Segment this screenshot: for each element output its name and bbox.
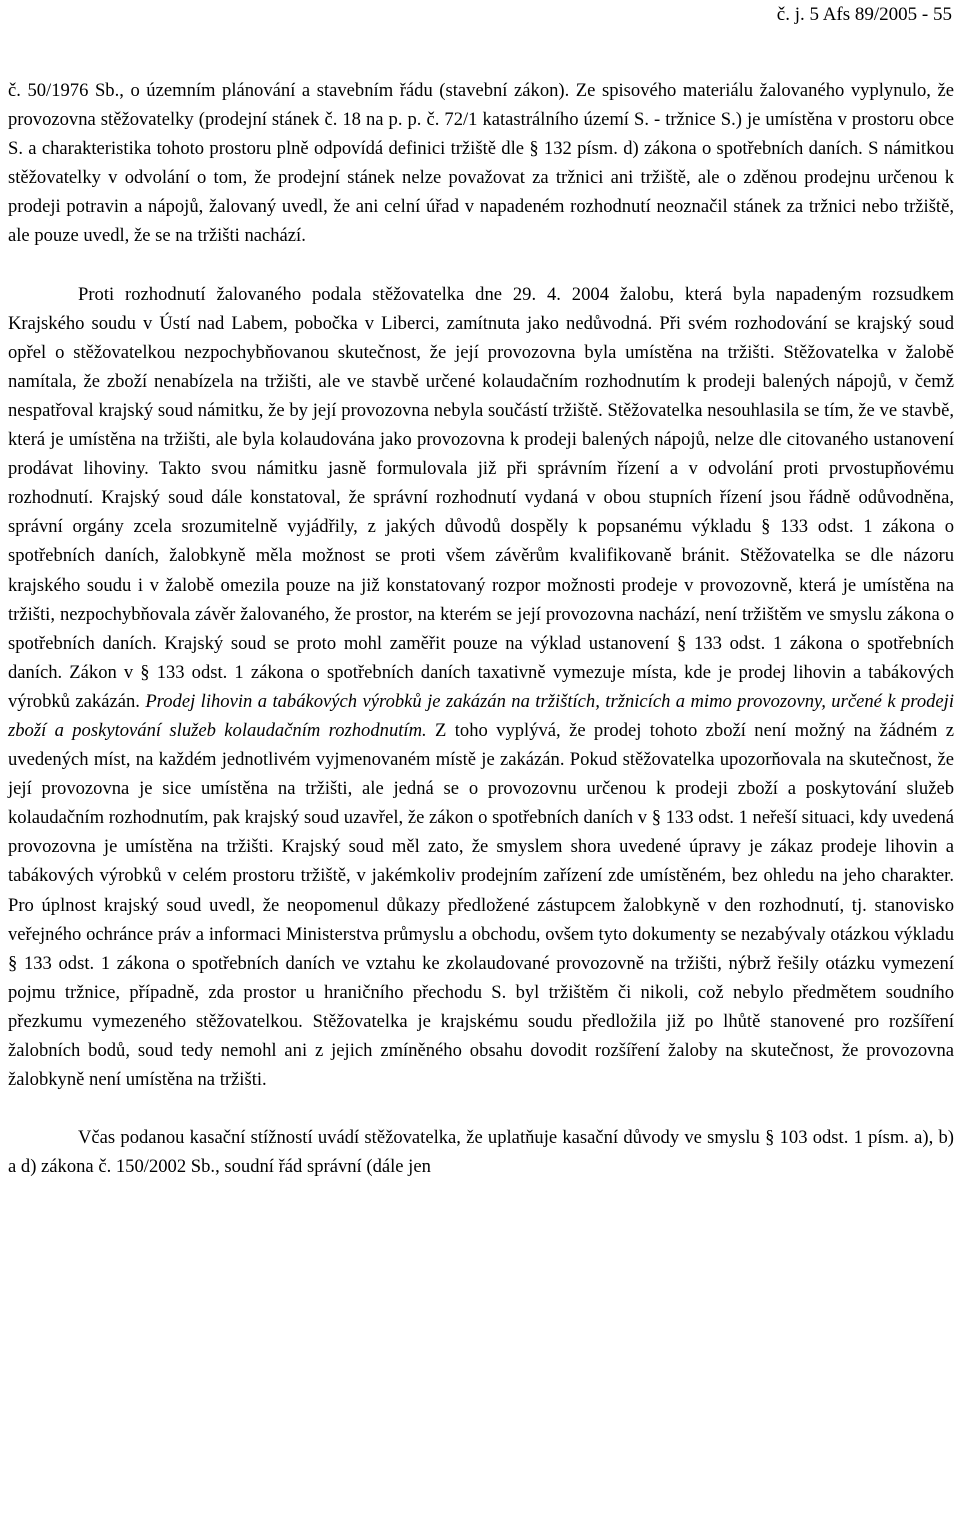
paragraph-2-text-start: Proti rozhodnutí žalovaného podala stěžovatelka dne 29. 4. 2004 žalobu, která byla napadeným rozsudkem Krajského soudu v Ústí nad Labem, pobočka v Liberci, zamítnuta jako nedůvodná. Při svém rozhodování se krajský soud opřel o stěžovatelkou nezpochybňovanou skutečnost, že její provozovna byla umístěna na tržišti. Stěžovatelka v žalobě namítala, že zboží nenabízela na tržišti, ale ve stavbě určené kolaudačním rozhodnutím k prodeji balených nápojů, v čemž nespatřoval krajský soud námitku, že by její provozovna nebyla součástí tržiště. Stěžovatelka nesouhlasila se tím, že ve stavbě, která je umístěna na tržišti, ale byla kolaudována jako provozovna k prodeji balených nápojů, nelze dle citovaného ustanovení prodávat lihoviny. Takto svou námitku jasně formulovala již při správním řízení a v odvolání proti prvostupňovému rozhodnutí. Krajský soud dále konstatoval, že správní rozhodnutí vydaná v obou stupních řízení jsou řádně odůvodněna, správní orgány zcela srozumitelně vyjádřily, z jakých důvodů dospěly k popsanému výkladu § 133 odst. 1 zákona o spotřebních daních, žalobkyně měla možnost se proti všem závěrům kvalifikovaně bránit. Stěžovatelka se dle názoru krajského soudu i v žalobě omezila pouze na již konstatovaný rozpor možnosti prodeje v provozovně, která je umístěna na tržišti, nezpochybňovala závěr žalovaného, že prostor, na kterém se její provozovna nachází, není tržištěm ve smyslu zákona o spotřebních daních. Krajský soud se proto mohl zaměřit pouze na výklad ustanovení § 133 odst. 1 zákona o spotřebních daních. Zákon v § 133 odst. 1 zákona o spotřebních daních taxativně vymezuje místa, kde je prodej lihovin a tabákových výrobků zakázán.	[8, 283, 954, 712]
paragraph-3: Včas podanou kasační stížností uvádí stěžovatelka, že uplatňuje kasační důvody ve smyslu § 103 odst. 1 písm. a), b) a d) zákona č. 150/2002 Sb., soudní řád správní (dále jen	[8, 1127, 954, 1178]
document-body	[8, 76, 954, 1181]
paragraph-2	[8, 280, 954, 1095]
case-number-header: č. j. 5 Afs 89/2005 - 55	[776, 4, 952, 25]
paragraph-2-italic-quote: Prodej lihovin a tabákových výrobků je zakázán na tržištích, tržnicích a mimo provozovny, určené k prodeji zboží a poskytování služeb kolaudačním rozhodnutím.	[8, 690, 955, 741]
paragraph-1: č. 50/1976 Sb., o územním plánování a stavebním řádu (stavební zákon). Ze spisového materiálu žalovaného vyplynulo, že provozovna stěžovatelky (prodejní stánek č. 18 na p. p. č. 72/1 katastrálního území S. - tržnice S.) je umístěna v prostoru obce S. a charakteristika tohoto prostoru plně odpovídá definici tržiště dle § 132 písm. d) zákona o spotřebních daních. S námitkou stěžovatelky v odvolání o tom, že prodejní stánek nelze považovat za tržnici ani tržiště, ale o zděnou prodejnu určenou k prodeji potravin a nápojů, žalovaný uvedl, že ani celní úřad v napadeném rozhodnutí neoznačil stánek za tržnici nebo tržiště, ale pouze uvedl, že se na tržišti nachází.	[8, 80, 954, 247]
paragraph-2-text-end: Z toho vyplývá, že prodej tohoto zboží není možný na žádném z uvedených míst, na každém jednotlivém vyjmenovaném místě je zakázán. Pokud stěžovatelka upozorňovala na skutečnost, že její provozovna je sice umístěna na tržišti, ale jedná se o provozovnu určenou k prodeji zboží a poskytování služeb kolaudačním rozhodnutím, pak krajský soud uzavřel, že zákon o spotřebních daních v § 133 odst. 1 neřeší situaci, kdy uvedená provozovna je umístěna na tržišti. Krajský soud měl zato, že smyslem shora uvedené úpravy je zákaz prodeje lihovin a tabákových výrobků v celém prostoru tržiště, v jakémkoliv prodejním zařízení zde umístěném, bez ohledu na jeho charakter. Pro úplnost krajský soud uvedl, že neopomenul důkazy předložené zástupcem žalobkyně v den rozhodnutí, tj. stanovisko veřejného ochránce práv a informaci Ministerstva průmyslu a obchodu, ovšem tyto dokumenty se nezabývaly otázkou výkladu § 133 odst. 1 zákona o spotřebních daních ve vztahu ke zkolaudované provozovně na tržišti, nýbrž řešily otázku vymezení pojmu tržnice, případně, zda prostor u hraničního přechodu S. byl tržištěm či nikoli, což nebylo předmětem soudního přezkumu vymezeného stěžovatelkou. Stěžovatelka je krajskému soudu předložila již po lhůtě stanovené pro rozšíření žalobních bodů, soud tedy nemohl ani z jejich zmíněného obsahu dovodit rozšíření žaloby na skutečnost, že provozovna žalobkyně není umístěna na tržišti.	[8, 719, 954, 1091]
